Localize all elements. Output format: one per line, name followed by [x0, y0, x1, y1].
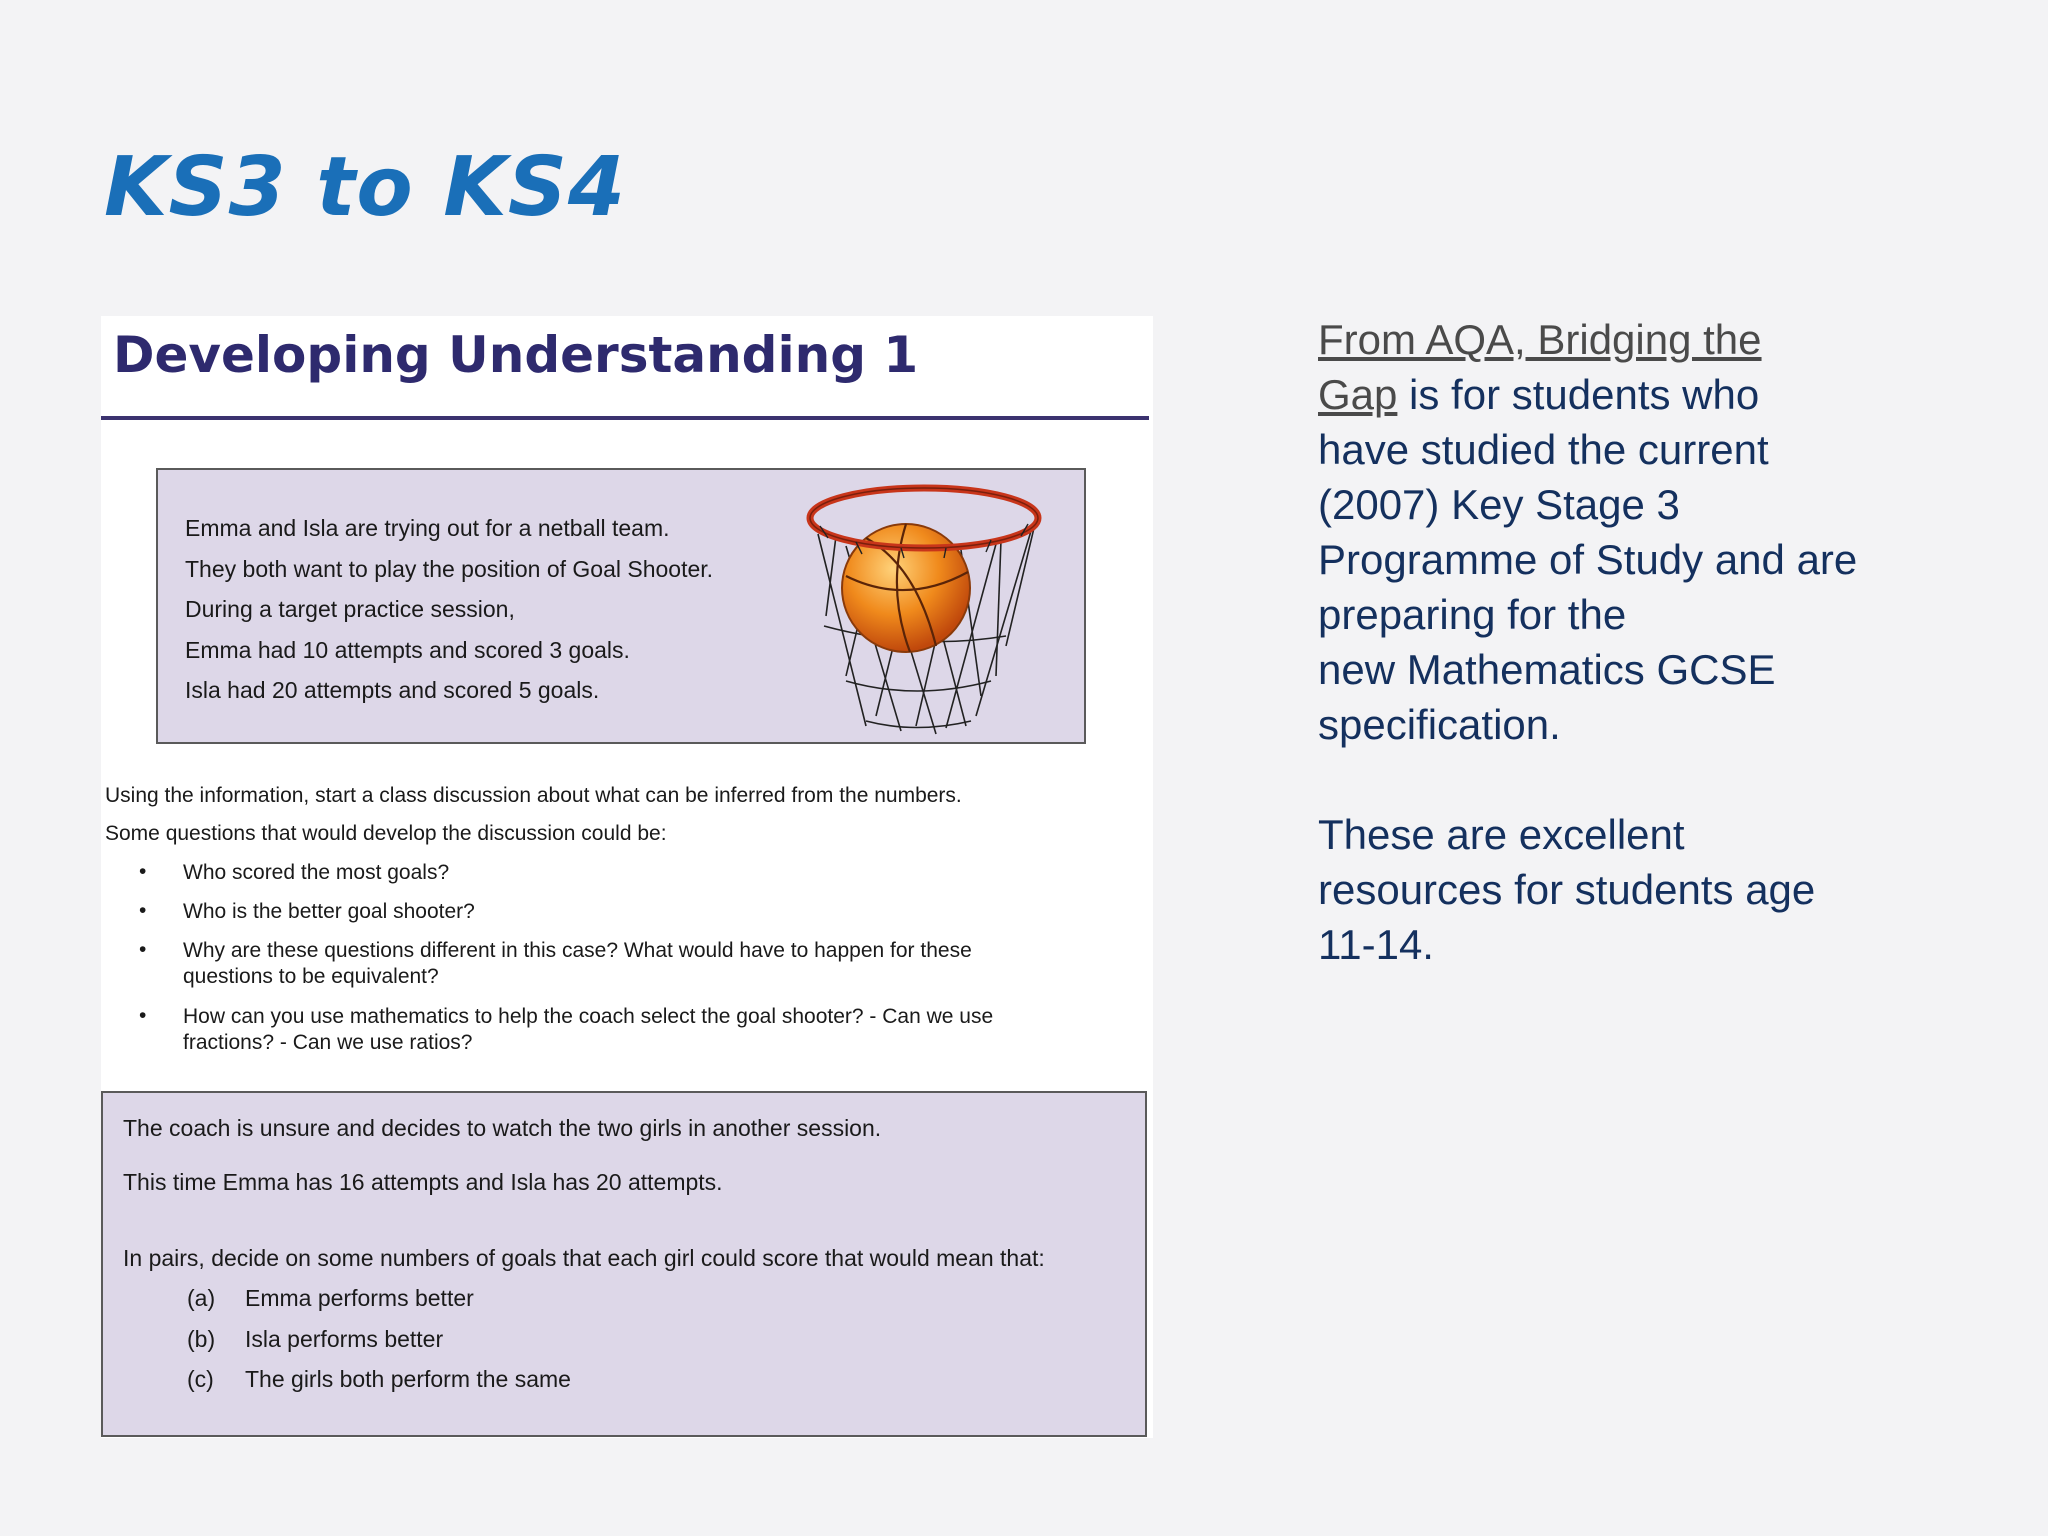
- bullet-icon: •: [139, 860, 147, 883]
- bullet-icon: •: [139, 899, 147, 922]
- basketball-hoop-icon: [806, 476, 1046, 738]
- task-line: This time Emma has 16 attempts and Isla has 20 attempts.: [123, 1169, 723, 1195]
- scenario-box: [156, 468, 1086, 744]
- paragraph-spacer: [1318, 752, 1958, 807]
- option-text: Emma performs better: [245, 1285, 474, 1311]
- bullet-icon: •: [139, 1004, 147, 1027]
- scenario-text: [185, 515, 713, 718]
- question-text: How can you use mathematics to help the coach select the goal shooter? - Can we use fractions? - Can we use ratios?: [183, 1005, 994, 1054]
- option-item: [187, 1285, 474, 1312]
- question-text: Who is the better goal shooter?: [183, 900, 475, 923]
- option-item: [187, 1366, 571, 1393]
- description-line: 11-14.: [1318, 921, 1434, 968]
- task-box: [101, 1091, 1147, 1437]
- scenario-line: Isla had 20 attempts and scored 5 goals.: [185, 677, 600, 703]
- heading-divider: [101, 416, 1149, 420]
- description-line: (2007) Key Stage 3: [1318, 481, 1680, 528]
- task-line: In pairs, decide on some numbers of goals that each girl could score that would mean that:: [123, 1245, 1045, 1271]
- option-label: (c): [187, 1366, 214, 1392]
- description-text-span: is for students who: [1397, 371, 1760, 418]
- option-label: (a): [187, 1285, 216, 1311]
- option-item: [187, 1326, 443, 1353]
- discussion-intro: [105, 784, 1145, 860]
- scenario-line: They both want to play the position of Goal Shooter.: [185, 555, 714, 582]
- description-line: preparing for the: [1318, 591, 1627, 638]
- description-line: have studied the current: [1318, 426, 1769, 473]
- description-line: resources for students age: [1318, 866, 1816, 913]
- description-line: Programme of Study and are: [1318, 536, 1858, 583]
- option-text: The girls both perform the same: [245, 1366, 571, 1392]
- bullet-icon: •: [139, 938, 147, 961]
- description-paragraph-2: [1318, 807, 1958, 972]
- scenario-line: Emma had 10 attempts and scored 3 goals.: [185, 636, 630, 663]
- question-text: Who scored the most goals?: [183, 861, 450, 884]
- scenario-line: During a target practice session,: [185, 596, 515, 622]
- question-text: Why are these questions different in this case? What would have to happen for these questions to be equivalent?: [183, 939, 972, 988]
- option-text: Isla performs better: [245, 1326, 444, 1352]
- discussion-line: Using the information, start a class discussion about what can be inferred from the numbers.: [105, 784, 962, 807]
- aqa-link[interactable]: Gap: [1318, 371, 1398, 418]
- scenario-line: Emma and Isla are trying out for a netball team.: [185, 515, 670, 541]
- slide-title: KS3 to KS4: [104, 140, 626, 235]
- task-line: The coach is unsure and decides to watch the two girls in another session.: [123, 1115, 882, 1141]
- description-line: These are excellent: [1318, 811, 1685, 858]
- worksheet-image: [101, 316, 1153, 1438]
- worksheet-heading: Developing Understanding 1: [113, 326, 919, 384]
- description-line: new Mathematics GCSE: [1318, 646, 1776, 693]
- description-text: [1318, 312, 1958, 972]
- description-paragraph-1: [1318, 312, 1958, 752]
- option-label: (b): [187, 1326, 216, 1352]
- description-line: specification.: [1318, 701, 1561, 748]
- aqa-link[interactable]: From AQA, Bridging the: [1318, 316, 1762, 363]
- discussion-line: Some questions that would develop the discussion could be:: [105, 822, 667, 845]
